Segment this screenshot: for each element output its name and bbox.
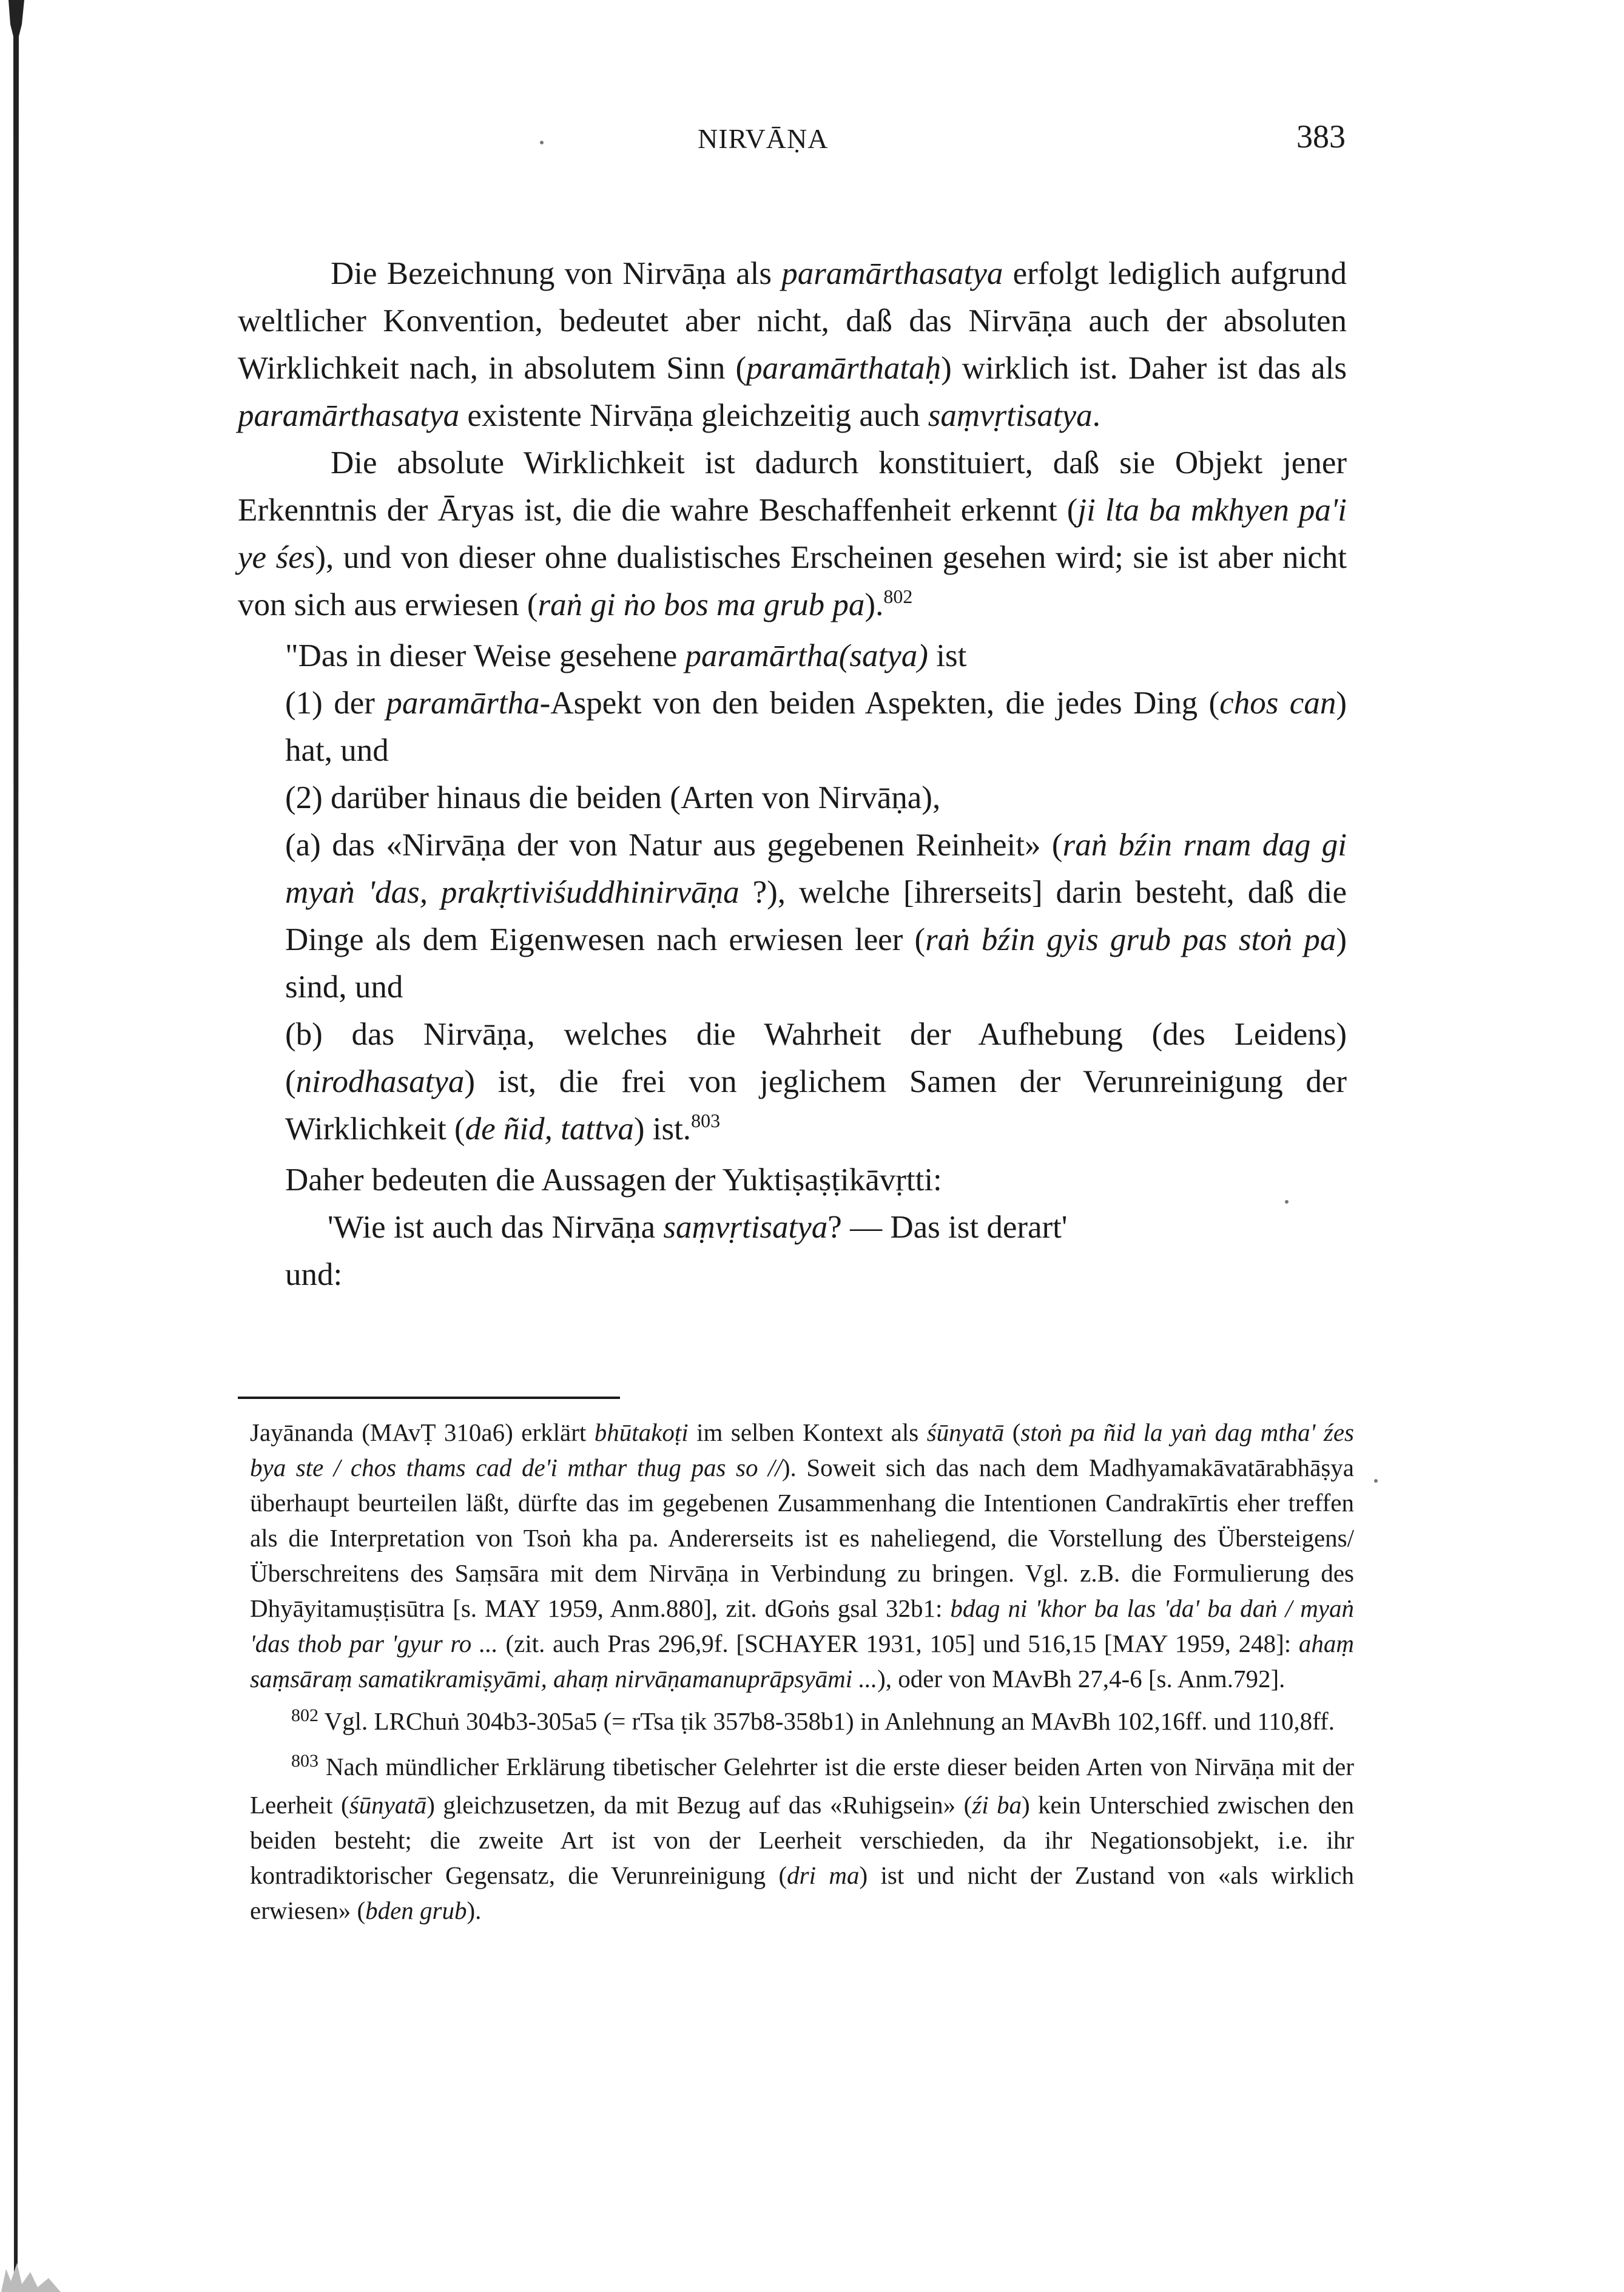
list-item-1: (1) der paramārtha-Aspekt von den beiden Aspekten, die jedes Ding (chos can) hat, und — [285, 686, 1347, 768]
footnote-ref-802: 802 — [883, 585, 913, 607]
running-header: NIRVĀṆA — [698, 123, 829, 154]
scan-speck — [1285, 1200, 1289, 1204]
scan-speck — [540, 141, 544, 144]
footnote-803: $^{803}$ Nach mündlicher Erklärung tibetischer Gelehrter ist die erste dieser beiden Arten von Nirvāṇa mit der Leerheit (śūnyatā) gleichzusetzen, da mit Bezug auf das «Ruhigsein» (źi ba) kein Unterschied zwischen den beiden besteht; die zweite Art ist von der Leerheit verschieden, da ihr Negationsobjekt, i.e. ihr kontradiktorischer Gegensatz, die Verunreinigung (dri ma) ist und nicht der Zustand von «als wirklich erwiesen» (bden grub). — [250, 1751, 1354, 1924]
scan-artifact — [0, 2251, 73, 2292]
scan-speck — [1374, 1479, 1378, 1483]
footnote-ref-803: 803 — [691, 1110, 721, 1131]
footnote-separator — [238, 1397, 620, 1399]
footnote-802: $^{802}$ Vgl. LRChuṅ 304b3-305a5 (= rTsa ṭik 357b8-358b1) in Anlehnung an MAvBh 102,16ff. und 110,8ff. — [291, 1705, 1335, 1735]
paragraph-3: "Das in dieser Weise gesehene paramārtha(satya) ist — [285, 638, 967, 673]
footnote-number-803: 803 — [291, 1751, 318, 1771]
paragraph-4: Daher bedeuten die Aussagen der Yuktiṣaṣṭikāvṛtti: — [285, 1162, 942, 1198]
quotation: 'Wie ist auch das Nirvāṇa saṃvṛtisatya? — Das ist derart' — [328, 1210, 1068, 1245]
main-text — [238, 250, 1347, 1298]
footnotes — [250, 1415, 1354, 1935]
list-item-2: (2) darüber hinaus die beiden (Arten von Nirvāṇa), — [285, 780, 941, 815]
list-item-a: (a) das «Nirvāṇa der von Natur aus gegebenen Reinheit» (raṅ bźin rnam dag gi myaṅ 'das, prakṛtiviśuddhinirvāṇa ?), welche [ihrerseits] darin besteht, daß die Dinge als dem Eigenwesen nach erwiesen leer (raṅ bźin gyis grub pas stoṅ pa) sind, und — [285, 827, 1347, 1005]
paragraph-1: Die Bezeichnung von Nirvāṇa als paramārthasatya erfolgt lediglich aufgrund weltlicher Konvention, bedeutet aber nicht, daß das Nirvāṇa auch der absoluten Wirklichkeit nach, in absolutem Sinn (paramārthataḥ) wirklich ist. Daher ist das als paramārthasatya existente Nirvāṇa gleichzeitig auch saṃvṛtisatya. — [238, 256, 1347, 433]
paragraph-2: Die absolute Wirklichkeit ist dadurch konstituiert, daß sie Objekt jener Erkenntnis der Āryas ist, die die wahre Beschaffenheit erkennt (ji lta ba mkhyen pa'i ye śes), und von dieser ohne dualistisches Erscheinen gesehen wird; sie ist aber nicht von sich aus erwiesen (raṅ gi ṅo bos ma grub pa).$^{802}$ — [238, 445, 1347, 622]
page-number: 383 — [1296, 118, 1346, 155]
footnote-801-continued: Jayānanda (MAvṬ 310a6) erklärt bhūtakoṭi im selben Kontext als śūnyatā (stoṅ pa ñid la yaṅ dag mtha' źes bya ste / chos thams cad de'i mthar thug pas so //). Soweit sich das nach dem Madhyamakāvatārabhāṣya überhaupt beurteilen läßt, dürfte das im gegebenen Zusammenhang die Intentionen Candrakīrtis eher treffen als die Interpretation von Tsoṅ kha pa. Andererseits ist es naheliegend, die Vorstellung des Übersteigens/Überschreitens des Saṃsāra mit dem Nirvāṇa in Verbindung zu bringen. Vgl. z.B. die Formulierung des Dhyāyitamuṣṭisūtra [s. MAY 1959, Anm.880], zit. dGoṅs gsal 32b1: bdag ni 'khor ba las 'da' ba daṅ / myaṅ 'das thob par 'gyur ro ... (zit. auch Pras 296,9f. [SCHAYER 1931, 105] und 516,15 [MAY 1959, 248]: ahaṃ saṃsāraṃ samatikramiṣyāmi, ahaṃ nirvāṇamanuprāpsyāmi ...), oder von MAvBh 27,4-6 [s. Anm.792]. — [250, 1418, 1354, 1693]
list-item-b: (b) das Nirvāṇa, welches die Wahrheit der Aufhebung (des Leidens) (nirodhasatya) ist, die frei von jeglichem Samen der Verunreinigung der Wirklichkeit (de ñid, tattva) ist.$^{803}$ — [285, 1017, 1347, 1147]
footnote-number-802: 802 — [291, 1705, 318, 1725]
paragraph-5: und: — [285, 1257, 343, 1292]
binding-edge — [8, 0, 24, 2292]
